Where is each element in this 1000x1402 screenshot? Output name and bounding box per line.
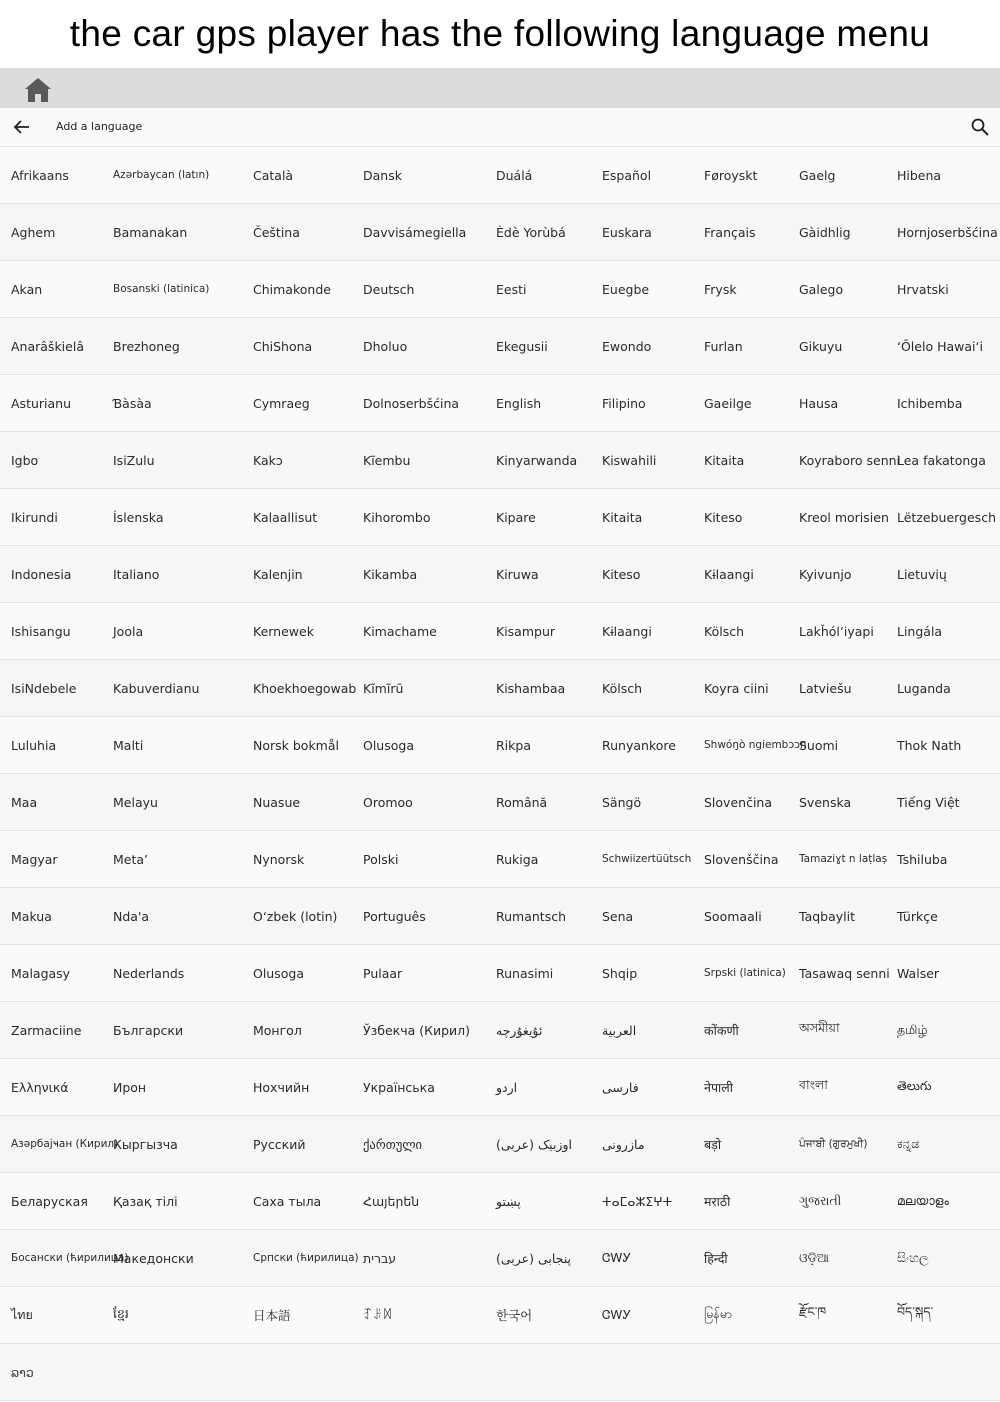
language-row [0, 660, 1000, 717]
language-item [485, 1344, 591, 1400]
language-item[interactable]: Aghem [11, 224, 56, 240]
language-item[interactable]: Азәрбајҹан (Кирил) [11, 1138, 119, 1150]
language-item[interactable]: बड़ो [704, 1136, 722, 1152]
language-item[interactable]: Қазақ тілі [113, 1193, 178, 1209]
language-item[interactable]: ଓଡ଼ିଆ [799, 1250, 829, 1265]
language-item[interactable]: Koyra ciini [704, 680, 769, 696]
page-caption: the car gps player has the following language menu [69, 13, 931, 54]
language-item[interactable]: Soomaali [704, 908, 762, 924]
language-item[interactable]: Ndaꞌa [113, 908, 150, 924]
language-item[interactable]: Kiruwa [496, 566, 539, 582]
language-row [0, 1344, 1000, 1401]
language-item[interactable]: اردو [496, 1079, 518, 1095]
language-item[interactable]: Asturianu [11, 395, 72, 411]
language-item[interactable]: Kisampur [496, 623, 556, 639]
language-item[interactable]: Español [602, 167, 652, 183]
language-item[interactable]: नेपाली [704, 1079, 733, 1095]
language-item[interactable]: Монгол [253, 1022, 302, 1038]
language-item[interactable]: 한국어 [496, 1308, 533, 1323]
language-item[interactable]: മലയാളം [897, 1193, 949, 1208]
language-item[interactable]: Беларуская [11, 1193, 88, 1209]
language-item[interactable]: Magyar [11, 851, 58, 867]
language-item [352, 1344, 485, 1400]
language-item [591, 1344, 693, 1400]
language-item[interactable]: Tamaziɣt n laṭlaṣ [799, 853, 888, 865]
language-item[interactable]: Kipare [496, 509, 536, 525]
language-item[interactable]: עברית [363, 1250, 397, 1266]
language-item[interactable]: Chimakonde [253, 281, 331, 297]
language-row [0, 717, 1000, 774]
language-row [0, 147, 1000, 204]
language-item[interactable]: Hausa [799, 395, 839, 411]
language-item[interactable]: Norsk bokmål [253, 737, 339, 753]
language-item[interactable]: ລາວ [11, 1364, 34, 1380]
language-item[interactable]: Ўзбекча (Кирил) [363, 1022, 471, 1038]
language-item[interactable]: कोंकणी [704, 1022, 739, 1038]
language-item[interactable]: Furlan [704, 338, 743, 354]
language-list [0, 147, 1000, 1401]
language-row [0, 1059, 1000, 1116]
language-row [0, 204, 1000, 261]
language-item[interactable]: Ekegusii [496, 338, 548, 354]
language-item[interactable]: Føroyskt [704, 167, 758, 183]
language-row [0, 1173, 1000, 1230]
language-item[interactable]: Українська [363, 1079, 435, 1095]
language-item[interactable]: ꆈꌠꉙ [363, 1307, 393, 1322]
language-item[interactable]: हिन्दी [704, 1250, 728, 1266]
language-item[interactable]: Kiteso [704, 509, 743, 525]
language-item[interactable]: ᏣᎳᎩ [602, 1307, 632, 1322]
language-item[interactable]: Srpski (latinica) [704, 967, 786, 979]
language-item[interactable]: Kitaita [704, 452, 745, 468]
language-item[interactable]: Joola [113, 623, 144, 639]
language-item[interactable]: Tasawaq senni [799, 965, 890, 981]
language-item[interactable]: Català [253, 167, 294, 183]
language-item[interactable]: Gaeilge [704, 395, 752, 411]
language-item[interactable]: Tiếng Việt [897, 794, 960, 810]
language-item[interactable]: Metaʼ [113, 851, 149, 867]
language-item[interactable]: Lea fakatonga [897, 452, 986, 468]
language-item[interactable]: ᏣᎳᎩ [602, 1250, 632, 1265]
language-item[interactable]: Kɨlaangi [704, 566, 754, 582]
language-item[interactable]: Oromoo [363, 794, 413, 810]
language-item[interactable]: Português [363, 908, 426, 924]
arrow-back-icon[interactable] [12, 117, 32, 137]
language-item[interactable]: Kiteso [602, 566, 641, 582]
language-row [0, 318, 1000, 375]
language-item[interactable]: Deutsch [363, 281, 415, 297]
language-item[interactable]: Kalenjin [253, 566, 303, 582]
language-item[interactable]: العربية [602, 1022, 637, 1038]
language-item[interactable]: Davvisámegiella [363, 224, 467, 240]
language-item[interactable]: Српски (ћирилица) [253, 1252, 359, 1264]
language-item[interactable]: Rumantsch [496, 908, 567, 924]
language-item[interactable]: Olusoga [253, 965, 304, 981]
language-item[interactable]: Melayu [113, 794, 158, 810]
language-item[interactable]: తెలుగు [897, 1077, 932, 1093]
language-row [0, 888, 1000, 945]
language-item[interactable]: Shwóŋò ngiembɔɔn [704, 739, 807, 751]
language-item[interactable]: Rukiga [496, 851, 539, 867]
language-item[interactable]: Ichibemba [897, 395, 963, 411]
language-item[interactable]: ქართული [363, 1136, 423, 1152]
language-item[interactable]: Akan [11, 281, 43, 297]
language-item[interactable]: Malti [113, 737, 144, 753]
language-item[interactable]: Tshiluba [897, 851, 948, 867]
language-item[interactable]: ChiShona [253, 338, 313, 354]
language-item [693, 1344, 788, 1400]
language-item[interactable]: Gaelg [799, 167, 836, 183]
language-item[interactable]: Schwiizertüütsch [602, 853, 692, 865]
language-row [0, 1116, 1000, 1173]
language-row [0, 1287, 1000, 1344]
language-item[interactable]: Kɨlaangi [602, 623, 652, 639]
language-item[interactable]: Koyraboro senni [799, 452, 901, 468]
language-item [102, 1344, 242, 1400]
language-item[interactable]: Kölsch [704, 623, 745, 639]
language-item[interactable]: Саха тыла [253, 1193, 322, 1209]
language-row [0, 546, 1000, 603]
language-row [0, 1002, 1000, 1059]
language-item[interactable]: မြန်မာ [704, 1305, 732, 1321]
language-item[interactable]: मराठी [704, 1193, 731, 1209]
language-item[interactable]: ไทย [11, 1307, 33, 1322]
language-item[interactable]: Кыргызча [113, 1136, 178, 1152]
language-item[interactable]: Runasimi [496, 965, 554, 981]
language-item [788, 1344, 886, 1400]
language-item[interactable]: Italiano [113, 566, 160, 582]
language-item[interactable]: پنجابی (عربی) [496, 1250, 572, 1266]
language-item[interactable]: Slovenščina [704, 851, 779, 867]
language-item[interactable]: Slovenčina [704, 794, 772, 810]
language-item[interactable]: සිංහල [897, 1250, 929, 1265]
language-item[interactable]: Oʻzbek (lotin) [253, 908, 338, 924]
language-item[interactable]: Română [496, 794, 548, 810]
language-item[interactable]: Kinyarwanda [496, 452, 578, 468]
language-item[interactable]: Kalaallisut [253, 509, 318, 525]
language-item[interactable]: Zarmaciine [11, 1022, 82, 1038]
language-item[interactable]: Hornjoserbšćina [897, 224, 998, 240]
language-item[interactable]: IsiZulu [113, 452, 155, 468]
language-item[interactable]: Íslenska [113, 509, 164, 525]
language-item[interactable]: Български [113, 1022, 184, 1038]
language-item[interactable]: Kreol morisien [799, 509, 889, 525]
language-item[interactable]: Français [704, 224, 756, 240]
language-item[interactable]: Босански (ћирилица) [11, 1252, 129, 1264]
language-item[interactable]: Polski [363, 851, 399, 867]
language-item[interactable]: ⵜⴰⵎⴰⵣⵉⵖⵜ [602, 1193, 673, 1209]
language-item[interactable]: Bamanakan [113, 224, 188, 240]
language-item[interactable]: فارسی [602, 1079, 639, 1095]
language-row [0, 432, 1000, 489]
language-row [0, 1230, 1000, 1287]
language-item[interactable]: Türkçe [897, 908, 938, 924]
home-icon[interactable] [24, 77, 52, 103]
language-row [0, 261, 1000, 318]
language-item[interactable]: தமிழ் [897, 1021, 928, 1037]
language-item[interactable]: Anarâškielâ [11, 338, 84, 354]
language-item[interactable]: Nederlands [113, 965, 185, 981]
language-item[interactable]: Brezhoneg [113, 338, 180, 354]
language-item[interactable]: Malagasy [11, 965, 71, 981]
language-item[interactable]: Kiswahili [602, 452, 657, 468]
language-item[interactable]: Hrvatski [897, 281, 949, 297]
language-item[interactable]: Lëtzebuergesch [897, 509, 996, 525]
language-item[interactable]: Lingála [897, 623, 943, 639]
language-item[interactable]: Èdè Yorùbá [496, 224, 566, 240]
language-item[interactable]: Ɓàsàa [113, 395, 152, 411]
language-item[interactable]: Cymraeg [253, 395, 310, 411]
language-item[interactable]: Nynorsk [253, 851, 305, 867]
language-item[interactable]: অসমীয়া [799, 1020, 840, 1035]
language-item[interactable]: 日本語 [253, 1308, 291, 1323]
status-bar [0, 68, 1000, 108]
language-item[interactable]: اوزبیک (عربی) [496, 1136, 572, 1152]
language-item[interactable]: ਪੰਜਾਬੀ (ਗੁਰਮੁਖੀ) [799, 1137, 868, 1150]
language-item[interactable]: Kishambaa [496, 680, 566, 696]
language-item[interactable]: Pulaar [363, 965, 403, 981]
language-item[interactable]: ʻŌlelo Hawaiʻi [897, 338, 983, 354]
language-item[interactable]: ಕನ್ನಡ [897, 1136, 920, 1151]
language-item[interactable]: Ewondo [602, 338, 652, 354]
app-bar [0, 108, 1000, 147]
language-item[interactable]: ئۇيغۇرچە [496, 1022, 543, 1038]
language-row [0, 774, 1000, 831]
language-item[interactable]: Ирон [113, 1079, 147, 1095]
language-item[interactable]: IsiNdebele [11, 680, 77, 696]
language-item[interactable]: Ελληνικά [11, 1079, 69, 1095]
language-item[interactable]: Kabuverdianu [113, 680, 200, 696]
language-row [0, 831, 1000, 888]
language-item[interactable]: Dansk [363, 167, 402, 183]
language-item[interactable]: Maa [11, 794, 38, 810]
language-item[interactable]: پښتو [496, 1193, 521, 1209]
page-title: Add a language [56, 120, 143, 133]
language-item[interactable]: مازرونی [602, 1136, 645, 1152]
language-item[interactable]: Nuasue [253, 794, 301, 810]
language-item[interactable]: Русский [253, 1136, 306, 1152]
language-item[interactable]: Нохчийн [253, 1079, 310, 1095]
language-item[interactable]: Afrikaans [11, 167, 69, 183]
language-item[interactable]: Kĩmĩrũ [363, 680, 404, 696]
language-item[interactable]: Galego [799, 281, 844, 297]
language-item[interactable]: Latviešu [799, 680, 852, 696]
language-item[interactable]: Čeština [253, 224, 300, 240]
language-item [886, 1344, 1000, 1400]
language-item[interactable]: Taqbaylit [799, 908, 855, 924]
language-item[interactable]: Gàidhlig [799, 224, 851, 240]
language-item[interactable]: Olusoga [363, 737, 414, 753]
language-item[interactable]: Azərbaycan (latın) [113, 169, 210, 181]
language-item[interactable]: Kernewek [253, 623, 314, 639]
search-icon[interactable] [970, 117, 990, 137]
language-item[interactable]: Runyankore [602, 737, 676, 753]
language-item[interactable]: Kölsch [602, 680, 643, 696]
language-item[interactable]: Luluhia [11, 737, 57, 753]
language-item[interactable]: Ikirundi [11, 509, 58, 525]
language-item[interactable]: Euegbe [602, 281, 650, 297]
language-item[interactable]: Gikuyu [799, 338, 843, 354]
language-item[interactable]: Kĩembu [363, 452, 411, 468]
language-item[interactable]: বাংলা [799, 1077, 828, 1092]
language-item[interactable]: Kimachame [363, 623, 437, 639]
language-item[interactable]: Bosanski (latinica) [113, 283, 210, 295]
language-item[interactable]: Hibena [897, 167, 942, 183]
language-item[interactable]: Kikamba [363, 566, 418, 582]
language-item[interactable]: Eesti [496, 281, 527, 297]
language-item[interactable]: Հայերեն [363, 1193, 420, 1209]
language-item[interactable]: Sängö [602, 794, 642, 810]
language-item[interactable]: Suomi [799, 737, 839, 753]
language-row [0, 945, 1000, 1002]
language-item[interactable]: English [496, 395, 542, 411]
language-item[interactable]: Lakȟólʼiyapi [799, 623, 874, 639]
language-item[interactable]: Khoekhoegowab [253, 680, 357, 696]
language-item[interactable]: Thok Nath [897, 737, 962, 753]
language-row [0, 603, 1000, 660]
language-item[interactable]: ខ្មែរ [113, 1305, 129, 1321]
language-item[interactable]: Igbo [11, 452, 39, 468]
language-item[interactable]: Filipino [602, 395, 646, 411]
language-row [0, 489, 1000, 546]
language-item[interactable]: Македонски [113, 1250, 194, 1266]
language-row [0, 375, 1000, 432]
language-item[interactable]: Rikpa [496, 737, 531, 753]
language-item[interactable]: Kihorombo [363, 509, 431, 525]
language-item[interactable]: Shqip [602, 965, 638, 981]
language-item[interactable]: རྫོང་ཁ [799, 1303, 827, 1319]
language-item[interactable]: Indonesia [11, 566, 72, 582]
language-item[interactable]: Walser [897, 965, 940, 981]
language-item[interactable]: Kakɔ [253, 452, 283, 468]
language-item[interactable]: Svenska [799, 794, 852, 810]
language-item[interactable]: Luganda [897, 680, 951, 696]
language-item[interactable]: Frysk [704, 281, 737, 297]
language-item[interactable]: Lietuvių [897, 566, 947, 582]
language-item[interactable]: Duálá [496, 167, 533, 183]
language-item [242, 1344, 352, 1400]
language-item[interactable]: བོད་སྐད་ [897, 1303, 934, 1319]
language-item[interactable]: Kyivunjo [799, 566, 852, 582]
language-item[interactable]: Makua [11, 908, 52, 924]
language-item[interactable]: ગુજરાતી [799, 1193, 842, 1208]
language-item[interactable]: Sena [602, 908, 634, 924]
language-item[interactable]: Euskara [602, 224, 652, 240]
language-item[interactable]: Dholuo [363, 338, 408, 354]
language-item[interactable]: Dolnoserbšćina [363, 395, 460, 411]
language-item[interactable]: Kitaita [602, 509, 643, 525]
language-item[interactable]: Ishisangu [11, 623, 71, 639]
